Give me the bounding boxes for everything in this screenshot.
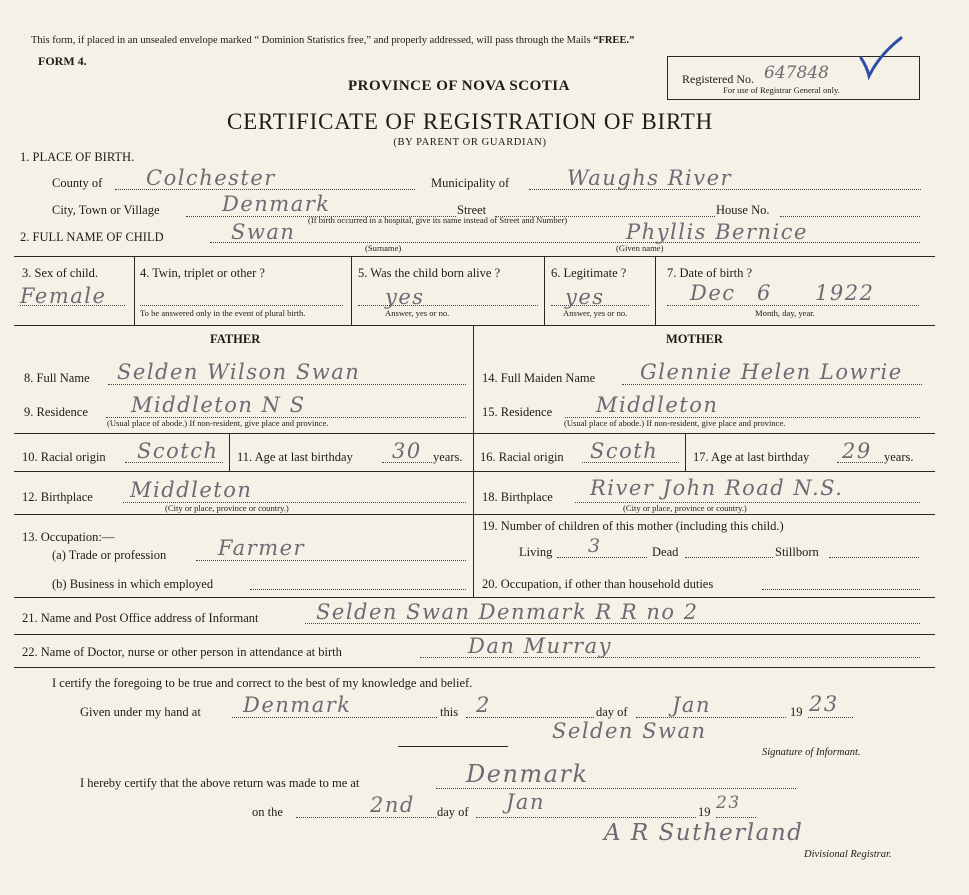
- mother-racial-value: Scoth: [590, 439, 659, 463]
- registrar-day-value: 2nd: [370, 793, 415, 817]
- dob-year-value: 1922: [815, 281, 875, 305]
- place-of-birth-heading: 1. PLACE OF BIRTH.: [20, 150, 135, 164]
- certify-statement: I certify the foregoing to be true and correct to the best of my knowledge and belief.: [52, 676, 473, 690]
- legitimate-label: 6. Legitimate ?: [551, 266, 627, 280]
- sex-label: 3. Sex of child.: [22, 266, 99, 280]
- father-business-label: (b) Business in which employed: [52, 577, 214, 591]
- dead-label: Dead: [652, 545, 679, 559]
- living-label: Living: [519, 545, 553, 559]
- living-value: 3: [588, 535, 602, 557]
- father-name-label: 8. Full Name: [24, 371, 90, 385]
- father-occupation-label: 13. Occupation:—: [22, 530, 115, 544]
- given-under-hand-label: Given under my hand at: [80, 705, 201, 719]
- mother-heading: MOTHER: [666, 332, 723, 346]
- date-of-birth-label: 7. Date of birth ?: [667, 266, 753, 280]
- check-mark-icon: [858, 34, 904, 80]
- father-trade-value: Farmer: [218, 536, 306, 560]
- given-name-caption: (Given name): [616, 243, 664, 253]
- child-name-label: 2. FULL NAME OF CHILD: [20, 230, 164, 244]
- street-label: Street: [457, 203, 487, 217]
- day-of-label: day of: [596, 705, 628, 719]
- informant-value: Selden Swan Denmark R R no 2: [316, 600, 699, 624]
- dob-note: Month, day, year.: [755, 308, 815, 318]
- mother-racial-label: 16. Racial origin: [480, 450, 564, 464]
- city-value: Denmark: [222, 192, 331, 216]
- father-residence-note: (Usual place of abode.) If non-resident, give place and province.: [107, 418, 329, 428]
- father-age-label: 11. Age at last birthday: [237, 450, 353, 464]
- mother-birthplace-label: 18. Birthplace: [482, 490, 553, 504]
- mother-residence-label: 15. Residence: [482, 405, 553, 419]
- on-the-label: on the: [252, 805, 283, 819]
- surname-caption: (Surname): [365, 243, 402, 253]
- county-label: County of: [52, 176, 103, 190]
- father-heading: FATHER: [210, 332, 261, 346]
- municipality-value: Waughs River: [567, 166, 733, 190]
- registrar-day-of-label: day of: [437, 805, 469, 819]
- born-alive-label: 5. Was the child born alive ?: [358, 266, 501, 280]
- twin-note: To be answered only in the event of plural birth.: [140, 308, 306, 318]
- father-trade-label: (a) Trade or profession: [52, 548, 167, 562]
- registered-label: Registered No.: [682, 72, 754, 86]
- hospital-note: (If birth occurred in a hospital, give its name instead of Street and Number): [308, 215, 568, 225]
- father-racial-value: Scotch: [137, 439, 219, 463]
- mother-age-label: 17. Age at last birthday: [693, 450, 810, 464]
- municipality-label: Municipality of: [431, 176, 510, 190]
- father-residence-label: 9. Residence: [24, 405, 88, 419]
- father-residence-value: Middleton N S: [131, 393, 306, 417]
- given-year-value: 23: [809, 692, 839, 716]
- father-age-value: 30: [392, 439, 422, 463]
- mother-residence-note: (Usual place of abode.) If non-resident, give place and province.: [564, 418, 786, 428]
- legitimate-note: Answer, yes or no.: [563, 308, 628, 318]
- father-age-unit: years.: [433, 450, 463, 464]
- informant-signature-caption: Signature of Informant.: [762, 747, 861, 758]
- registrar-month-value: Jan: [506, 790, 545, 814]
- registrar-signature: A R Sutherland: [604, 820, 804, 846]
- certificate-title: CERTIFICATE OF REGISTRATION OF BIRTH: [226, 109, 714, 134]
- province-heading: PROVINCE OF NOVA SCOTIA: [348, 78, 570, 94]
- registered-number: 647848: [764, 63, 829, 83]
- house-number-label: House No.: [716, 203, 770, 217]
- city-label: City, Town or Village: [52, 203, 160, 217]
- registrar-place-value: Denmark: [466, 760, 589, 788]
- this-label: this: [440, 705, 459, 719]
- registrar-caption: Divisional Registrar.: [804, 849, 892, 860]
- mother-birthplace-value: River John Road N.S.: [590, 476, 844, 500]
- mother-children-label: 19. Number of children of this mother (including this child.): [482, 519, 784, 533]
- registrar-year-value: 23: [716, 793, 741, 813]
- dob-month-value: Dec: [690, 281, 736, 305]
- mail-notice: This form, if placed in an unsealed envelope marked “ Dominion Statistics free,” and properly addressed, will pass through the Mails “FREE.”: [31, 35, 635, 46]
- stillborn-label: Stillborn: [775, 545, 819, 559]
- mother-birthplace-note: (City or place, province or country.): [623, 503, 747, 513]
- father-name-value: Selden Wilson Swan: [117, 360, 361, 384]
- dob-day-value: 6: [757, 281, 772, 305]
- form-number: FORM 4.: [38, 54, 87, 68]
- sex-value: Female: [20, 284, 107, 308]
- registrar-use-note: For use of Registrar General only.: [723, 85, 840, 95]
- mother-age-value: 29: [842, 439, 872, 463]
- child-surname-value: Swan: [231, 220, 296, 244]
- mother-occupation-label: 20. Occupation, if other than household duties: [482, 577, 714, 591]
- mother-name-value: Glennie Helen Lowrie: [640, 360, 903, 384]
- doctor-label: 22. Name of Doctor, nurse or other person in attendance at birth: [22, 645, 342, 659]
- given-month-value: Jan: [672, 693, 711, 717]
- legitimate-value: yes: [565, 285, 605, 309]
- given-year-prefix: 19: [790, 705, 803, 719]
- given-place-value: Denmark: [243, 693, 352, 717]
- mother-name-label: 14. Full Maiden Name: [482, 371, 596, 385]
- mother-residence-value: Middleton: [596, 393, 719, 417]
- informant-signature: Selden Swan: [552, 719, 707, 743]
- father-birthplace-note: (City or place, province or country.): [165, 503, 289, 513]
- given-day-value: 2: [476, 693, 491, 717]
- registrar-year-prefix: 19: [698, 805, 711, 819]
- born-alive-note: Answer, yes or no.: [385, 308, 450, 318]
- county-value: Colchester: [146, 166, 276, 190]
- father-birthplace-value: Middleton: [130, 478, 253, 502]
- child-given-name-value: Phyllis Bernice: [626, 220, 808, 244]
- informant-label: 21. Name and Post Office address of Informant: [22, 611, 259, 625]
- mother-age-unit: years.: [884, 450, 914, 464]
- father-birthplace-label: 12. Birthplace: [22, 490, 93, 504]
- twin-label: 4. Twin, triplet or other ?: [140, 266, 265, 280]
- doctor-value: Dan Murray: [468, 634, 613, 658]
- certificate-subtitle: (BY PARENT OR GUARDIAN): [393, 137, 547, 148]
- born-alive-value: yes: [385, 285, 425, 309]
- registrar-statement: I hereby certify that the above return was made to me at: [80, 776, 360, 790]
- father-racial-label: 10. Racial origin: [22, 450, 106, 464]
